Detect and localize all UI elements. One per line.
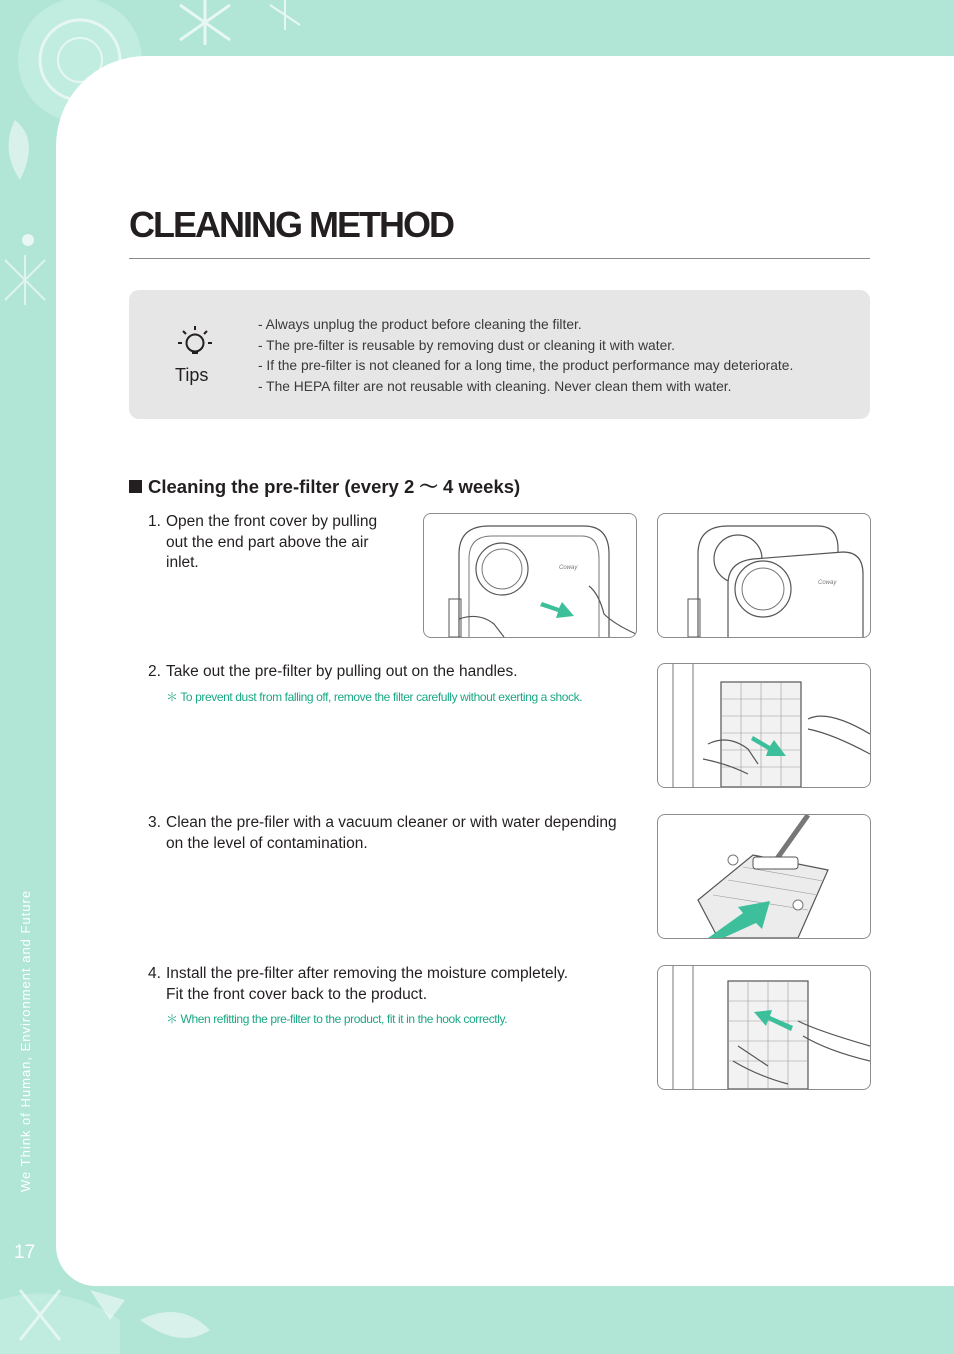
step-text-line: inlet. [166, 554, 199, 571]
step-text-line: Take out the pre-filter by pulling out on the handles. [166, 663, 518, 680]
step-text-line: out the end part above the air [166, 533, 369, 551]
step-text-line: Clean the pre-filer with a vacuum cleaner or with water depending [166, 814, 617, 831]
tip-item: - Always unplug the product before cleaning the filter. [258, 317, 582, 332]
step-text-line: Open the front cover by pulling [166, 513, 378, 530]
tips-list [258, 315, 793, 397]
tip-item: - The HEPA filter are not reusable with cleaning. Never clean them with water. [258, 378, 732, 394]
tips-box [129, 290, 870, 419]
illustration-open-cover-2 [657, 513, 871, 638]
step-number: 2. [148, 663, 161, 680]
step-number: 3. [148, 814, 161, 831]
section-heading [129, 473, 520, 499]
step-number: 4. [148, 965, 161, 982]
step-text-line: on the level of contamination. [166, 834, 368, 852]
tip-item: - If the pre-filter is not cleaned for a long time, the product performance may deteriorate. [258, 358, 794, 373]
step-number: 1. [148, 513, 161, 530]
illustration-remove-filter [657, 663, 871, 788]
brand-logo-text: Coway [818, 580, 837, 586]
tip-item: - The pre-filter is reusable by removing dust or cleaning it with water. [258, 337, 675, 353]
step-4 [148, 964, 568, 1030]
step-2 [148, 662, 582, 707]
step-text-line: Fit the front cover back to the product. [166, 985, 428, 1003]
lightbulb-icon [176, 324, 214, 362]
section-heading-text: Cleaning the pre-filter (every 2 〜 4 weeks) [148, 476, 521, 497]
page-number: 17 [14, 1242, 36, 1263]
tips-label: Tips [175, 365, 209, 385]
page-title: CLEANING METHOD [129, 204, 453, 245]
square-bullet-icon [129, 480, 142, 493]
illustration-open-cover-1 [423, 513, 637, 638]
step-note: ＊ When refitting the pre-filter to the product, fit it in the hook correctly. [166, 1012, 508, 1026]
brand-logo-text: Coway [559, 565, 578, 571]
step-1 [148, 512, 377, 574]
illustration-vacuum-filter [657, 814, 871, 939]
step-text-line: Install the pre-filter after removing the moisture completely. [166, 965, 569, 982]
title-divider [129, 258, 870, 259]
step-3 [148, 813, 617, 854]
illustration-install-filter [657, 965, 871, 1090]
side-tagline: We Think of Human, Environment and Future [18, 889, 33, 1192]
step-note: ＊ To prevent dust from falling off, remove the filter carefully without exerting a shock. [166, 689, 583, 704]
